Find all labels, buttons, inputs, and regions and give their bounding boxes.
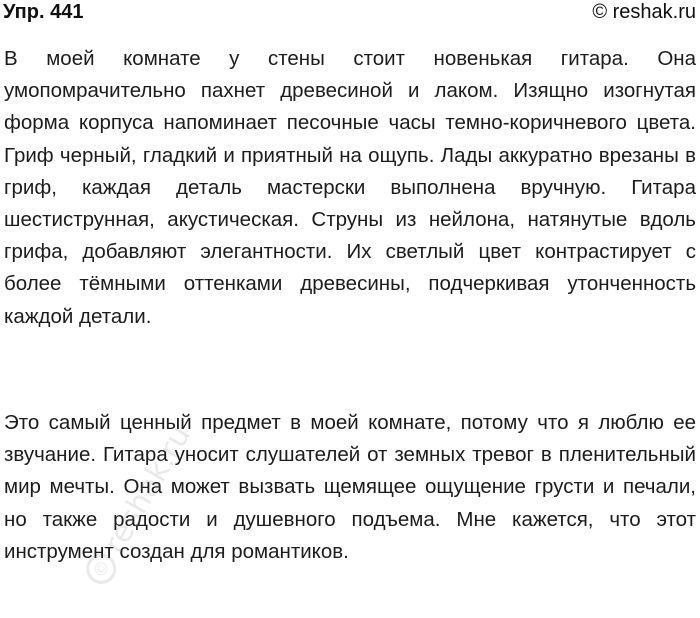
copyright-notice: © reshak.ru	[592, 1, 696, 23]
paragraph-1: В моей комнате у стены стоит новенькая гитара. Она умопомрачительно пахнет древесиной и лаком. Изящно изогнутая форма корпуса напоминает песочные часы темно-коричневого цвета. Гриф черный, гладкий и приятный на ощупь. Лады аккуратно врезаны в гриф, каждая деталь мастерски выполнена вручную. Гитара шестиструнная, акустическая. Струны из нейлона, натянутые вдоль грифа, добавляют элегантности. Их светлый цвет контрастирует с более тёмными оттенками древесины, подчеркивая утонченность каждой детали.	[4, 47, 696, 328]
watermark-text: reshak.ru	[97, 419, 199, 560]
copyright-icon: ©	[81, 548, 122, 589]
paragraph-2: Это самый ценный предмет в моей комнате, потому что я люблю ее звучание. Гитара уносит слушателей от земных тревог в пленительный мир мечты. Она может вызвать щемящее ощущение грусти и печали, но также радости и душевного подъема. Мне кажется, что этот инструмент создан для романтиков.	[4, 411, 696, 563]
exercise-title: Упр. 441	[3, 1, 84, 23]
page-header	[0, 0, 700, 26]
